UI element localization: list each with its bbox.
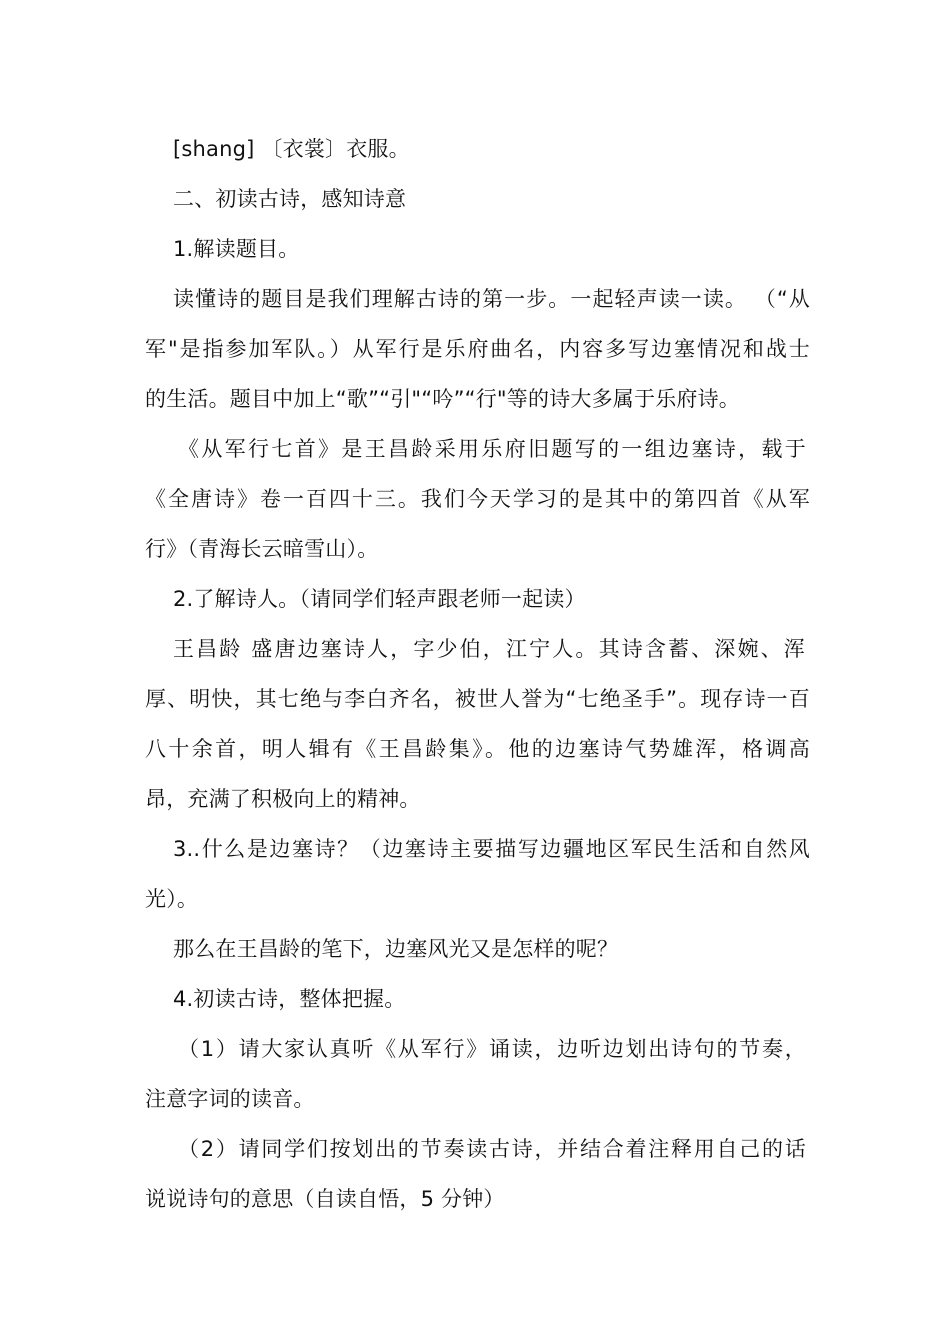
paragraph-poet-line-2: 厚、明快，其七绝与李白齐名，被世人誉为“七绝圣手”。现存诗一百 bbox=[145, 687, 810, 711]
paragraph-step-1-line-2: 注意字词的读音。 bbox=[145, 1087, 315, 1111]
paragraph-frontier-poem-line-2: 光）。 bbox=[145, 887, 199, 911]
paragraph-poet-line-3: 八十余首，明人辑有《王昌龄集》。他的边塞诗气势雄浑，格调高 bbox=[145, 737, 810, 761]
paragraph-step-2-line-2: 说说诗句的意思（自读自悟，5 分钟） bbox=[145, 1187, 505, 1211]
text-line-shang-definition: [shang] 〔衣裳〕衣服。 bbox=[173, 137, 410, 161]
paragraph-step-2-line-1: （2）请同学们按划出的节奏读古诗，并结合着注释用自己的话 bbox=[178, 1137, 806, 1161]
heading-section-two: 二、初读古诗，感知诗意 bbox=[173, 187, 407, 211]
paragraph-title-line-1: 读懂诗的题目是我们理解古诗的第一步。一起轻声读一读。 （“从 bbox=[173, 287, 810, 311]
subheading-read-title: 1.解读题目。 bbox=[173, 237, 300, 261]
paragraph-title-line-2: 军"是指参加军队。）从军行是乐府曲名，内容多写边塞情况和战士 bbox=[145, 337, 810, 361]
paragraph-step-1-line-1: （1）请大家认真听《从军行》诵读，边听边划出诗句的节奏， bbox=[178, 1037, 806, 1061]
subheading-know-poet: 2.了解诗人。（请同学们轻声跟老师一起读） bbox=[173, 587, 586, 611]
paragraph-question: 那么在王昌龄的笔下，边塞风光又是怎样的呢？ bbox=[173, 937, 619, 961]
subheading-first-reading: 4.初读古诗，整体把握。 bbox=[173, 987, 406, 1011]
paragraph-frontier-poem-line-1: 3..什么是边塞诗？（边塞诗主要描写边疆地区军民生活和自然风 bbox=[173, 837, 810, 861]
paragraph-poem-set-line-3: 行》（青海长云暗雪山）。 bbox=[145, 537, 379, 561]
paragraph-poem-set-line-2: 《全唐诗》卷一百四十三。我们今天学习的是其中的第四首《从军 bbox=[145, 487, 810, 511]
paragraph-title-line-3: 的生活。题目中加上“歌”“引"“吟”“行"等的诗大多属于乐府诗。 bbox=[145, 387, 740, 411]
paragraph-poem-set-line-1: 《从军行七首》是王昌龄采用乐府旧题写的一组边塞诗，载于 bbox=[178, 437, 806, 461]
paragraph-poet-line-1: 王昌龄 盛唐边塞诗人，字少伯，江宁人。其诗含蓄、深婉、浑 bbox=[173, 637, 805, 661]
paragraph-poet-line-4: 昂，充满了积极向上的精神。 bbox=[145, 787, 421, 811]
